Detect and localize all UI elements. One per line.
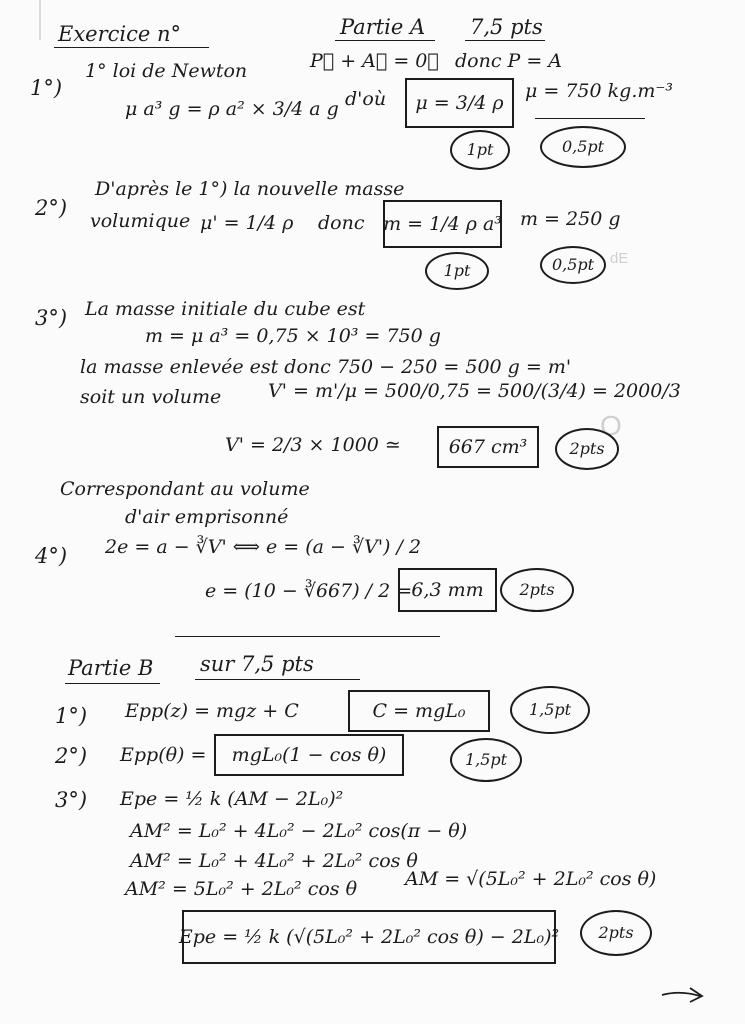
equation: μ' = 1/4 ρ	[200, 212, 294, 234]
underline	[54, 47, 209, 48]
show-through-mark: dE	[610, 250, 629, 267]
section-divider	[175, 636, 440, 637]
points-badge: 1pt	[450, 130, 510, 170]
equation: AM² = 5L₀² + 2L₀² cos θ	[125, 878, 358, 900]
equality-text: donc P = A	[455, 50, 563, 72]
text-line: La masse initiale du cube est	[85, 298, 366, 320]
hence-text: d'où	[345, 88, 387, 110]
equation: V' = m'/μ = 500/0,75 = 500/(3/4) = 2000/3	[268, 380, 681, 402]
part-a-points: 7,5 pts	[470, 15, 543, 39]
boxed-result: Epe = ½ k (√(5L₀² + 2L₀² cos θ) − 2L₀)²	[182, 910, 556, 964]
boxed-result: mgL₀(1 − cos θ)	[214, 734, 404, 776]
equation: AM = √(5L₀² + 2L₀² cos θ)	[405, 868, 657, 890]
vector-equation: P⃗ + A⃗ = 0⃗	[310, 50, 439, 72]
question-number: 3°)	[35, 306, 68, 330]
question-number: 2°)	[55, 744, 88, 768]
part-b-points: sur 7,5 pts	[200, 652, 314, 676]
equation: AM² = L₀² + 4L₀² + 2L₀² cos θ	[130, 850, 418, 872]
part-a-title: Partie A	[340, 15, 426, 39]
text-line: soit un volume	[80, 386, 222, 408]
equation: Epp(θ) =	[120, 744, 207, 766]
equation: m = μ a³ = 0,75 × 10³ = 750 g	[145, 325, 441, 347]
points-badge: 0,5pt	[540, 246, 606, 284]
equation: Epp(z) = mgz + C	[125, 700, 299, 722]
boxed-result: 667 cm³	[437, 426, 539, 468]
question-number: 1°)	[55, 704, 88, 728]
points-badge: 2pts	[500, 568, 574, 612]
exercise-heading: Exercice n°	[58, 22, 182, 46]
hence-text: donc	[318, 212, 365, 234]
newton-law-text: 1° loi de Newton	[85, 60, 248, 82]
equation: μ a³ g = ρ a² × 3/4 a g	[125, 98, 339, 120]
equation: V' = 2/3 × 1000 ≃	[225, 434, 401, 456]
equation: AM² = L₀² + 4L₀² − 2L₀² cos(π − θ)	[130, 820, 468, 842]
result-value: μ = 750 kg.m⁻³	[525, 80, 674, 102]
text-line: volumique	[90, 210, 191, 232]
text-line: la masse enlevée est donc 750 − 250 = 500 g = m'	[80, 356, 572, 378]
boxed-result: C = mgL₀	[348, 690, 490, 732]
question-number: 3°)	[55, 788, 88, 812]
result-value: m = 250 g	[520, 208, 621, 230]
equation: e = (10 − ∛667) / 2 =	[205, 580, 413, 602]
question-number: 2°)	[35, 196, 68, 220]
points-badge: 1,5pt	[510, 686, 590, 734]
points-badge: 2pts	[555, 428, 619, 470]
points-badge: 2pts	[580, 910, 652, 956]
question-number: 4°)	[35, 544, 68, 568]
text-line: d'air emprisonné	[125, 506, 289, 528]
show-through-mark: O	[600, 410, 622, 441]
text-line: D'après le 1°) la nouvelle masse	[95, 178, 405, 200]
underline	[195, 679, 360, 680]
underline	[535, 118, 645, 119]
part-b-title: Partie B	[68, 656, 154, 680]
boxed-result: m = 1/4 ρ a³	[383, 200, 502, 248]
question-number: 1°)	[30, 76, 63, 100]
boxed-result: 6,3 mm	[398, 568, 497, 612]
points-badge: 1,5pt	[450, 738, 522, 782]
equation: 2e = a − ∛V' ⟺ e = (a − ∛V') / 2	[105, 536, 422, 558]
underline	[335, 40, 435, 41]
underline	[465, 40, 545, 41]
boxed-result: μ = 3/4 ρ	[405, 78, 514, 128]
points-badge: 0,5pt	[540, 126, 626, 168]
equation: Epe = ½ k (AM − 2L₀)²	[120, 788, 344, 810]
points-badge: 1pt	[425, 252, 489, 290]
underline	[65, 683, 160, 684]
text-line: Correspondant au volume	[60, 478, 310, 500]
